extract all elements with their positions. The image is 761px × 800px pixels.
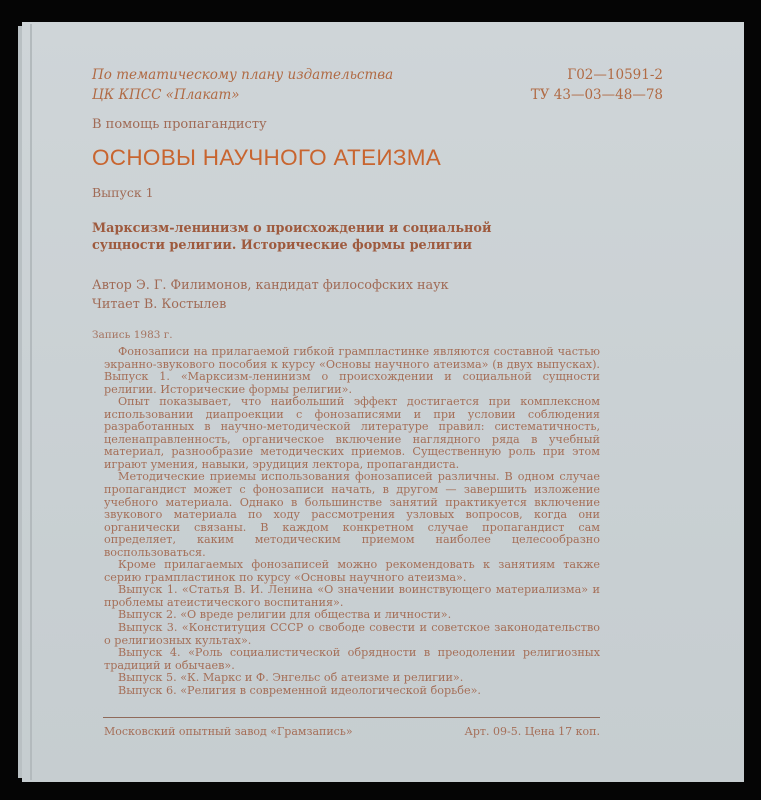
publisher-line: ЦК КПСС «Плакат» [92, 87, 240, 103]
paragraph: Выпуск 4. «Роль социалистической обрядности в преодолении религиозных традиций и обычаев». [104, 646, 600, 672]
subtitle-line: Марксизм-ленинизм о происхождении и социальной [92, 221, 492, 236]
price: Арт. 09-5. Цена 17 коп. [464, 725, 600, 738]
body-text [104, 346, 600, 697]
credits [92, 276, 449, 314]
paragraph: Кроме прилагаемых фонозаписей можно рекомендовать к занятиям также серию грампластинок по курсу «Основы научного атеизма». [104, 558, 600, 584]
paragraph: Выпуск 2. «О вреде религии для общества и личности». [118, 608, 452, 622]
subtitle-line: сущности религии. Исторические формы религии [92, 238, 473, 253]
manufacturer: Московский опытный завод «Грамзапись» [104, 725, 353, 738]
paragraph: Опыт показывает, что наибольший эффект достигается при комплексном использовании диапроекции с фонозаписями и при условии соблюдения разработанных в научно-методической литературе правил: систематичность, целенаправленность, органическое включение наглядного ряда в учебный материал, разнообразие методических приемов. Существенную роль при этом играют умения, навыки, эрудиция лектора, пропагандиста. [104, 395, 600, 471]
publisher-note [92, 65, 393, 105]
footer-divider [103, 717, 600, 718]
paragraph: Выпуск 1. «Статья В. И. Ленина «О значении воинствующего материализма» и проблемы атеистического воспитания». [104, 583, 600, 609]
paragraph: Фонозаписи на прилагаемой гибкой грампластинке являются составной частью экранно-звукового пособия к курсу «Основы научного атеизма» (в двух выпусках). Выпуск 1. «Марксизм-ленинизм о происхождении и социальной сущности религии. Исторические формы религии». [104, 345, 600, 396]
document-title: ОСНОВЫ НАУЧНОГО АТЕИЗМА [92, 145, 442, 170]
catalog-codes [531, 65, 663, 105]
issue-subtitle [92, 220, 491, 254]
paragraph: Выпуск 5. «К. Маркс и Ф. Энгельс об атеизме и религии». [118, 671, 464, 685]
paragraph: Методические приемы использования фонозаписей различны. В одном случае пропагандист может с фонозаписи начать, в другом — завершить изложение учебного материала. Однако в большинстве занятий практикуется включение звукового материала по ходу рассмотрения узловых вопросов, когда они органически связаны. В каждом конкретном случае пропагандист сам определяет, каким методическим приемом наиболее целесообразно воспользоваться. [104, 470, 600, 559]
publisher-line: По тематическому плану издательства [92, 67, 394, 83]
series-label: В помощь пропагандисту [92, 117, 267, 132]
sleeve-fold-line [30, 24, 32, 780]
paragraph: Выпуск 3. «Конституция СССР о свободе совести и советское законодательство о религиозных культах». [104, 621, 600, 647]
catalog-code: Г02—10591-2 [567, 67, 663, 83]
spec-code: ТУ 43—03—48—78 [530, 87, 663, 103]
reader-line: Читает В. Костылев [92, 297, 227, 312]
issue-number: Выпуск 1 [92, 185, 154, 200]
recording-year: Запись 1983 г. [92, 329, 173, 341]
paragraph: Выпуск 6. «Религия в современной идеологической борьбе». [118, 683, 481, 697]
author-line: Автор Э. Г. Филимонов, кандидат философских наук [92, 278, 449, 293]
